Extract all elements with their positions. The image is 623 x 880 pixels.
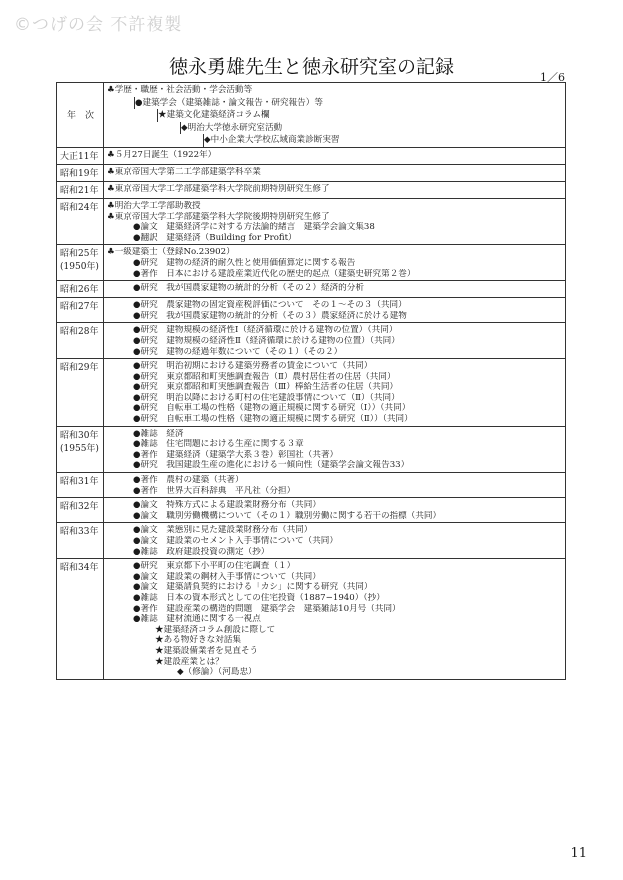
year-cell	[57, 164, 104, 181]
entries-cell	[104, 523, 566, 559]
entries-cell	[104, 426, 566, 472]
legend-line: ●建築学会（建築雑誌・論文報告・研究報告）等	[134, 97, 565, 110]
entry-line: ●雑誌 政府建設投資の測定（抄）	[133, 546, 270, 557]
entries-cell	[104, 298, 566, 323]
entries-cell	[104, 498, 566, 523]
year-cell	[57, 281, 104, 298]
entry-line: ●雑誌 日本の資本形式としての住宅投資（1887−1940）（抄）	[133, 592, 385, 603]
record-row	[57, 523, 566, 559]
entry-line: ●研究 我が国農家建物の統計的分析（その２）経済的分析	[133, 283, 364, 294]
year-label: 昭和21年	[60, 185, 99, 196]
entry-line: ●著作 建設産業の構造的問題 建築学会 建築雑誌10月号（共同）	[133, 603, 401, 614]
year-label: 昭和19年	[60, 168, 99, 179]
entry-line: ●研究 建物の経過年数について（その１）（その２）	[133, 346, 343, 357]
year-cell	[57, 426, 104, 472]
year-label: 昭和30年	[60, 430, 99, 441]
entry-line: ◆（修論）（河島忠）	[177, 667, 257, 678]
year-label: 昭和34年	[60, 563, 99, 574]
year-cell	[57, 473, 104, 498]
entry-line: ●研究 自転車工場の性格（建物の適正規模に関する研究（Ⅱ））（共同）	[133, 414, 413, 425]
entry-line: ●研究 建物規模の経済性Ⅰ（経済循環に於ける建物の位置）（共同）	[133, 325, 398, 336]
record-row	[57, 473, 566, 498]
entry-line: ●研究 建物規模の経済性Ⅱ（経済循環に於ける建物の位置）（共同）	[133, 335, 400, 346]
entry-line: ●雑誌 住宅問題における生産に関する３章	[133, 439, 304, 450]
year-label: 昭和32年	[60, 502, 99, 513]
entry-line: ★建設産業とは？	[155, 656, 224, 667]
entries-cell	[104, 164, 566, 181]
entry-line: ●翻訳 建築経済（Building for Profit）	[133, 232, 297, 243]
entry-line: ●論文 特殊方式による建設業財務分布（共同）	[133, 500, 321, 511]
year-label: 昭和26年	[60, 285, 99, 296]
entry-line: ●著作 世界大百科辞典 平凡社（分担）	[133, 485, 296, 496]
entry-line: ★ある物好きな対話集	[155, 635, 241, 646]
header-legend	[104, 83, 566, 148]
record-row	[57, 323, 566, 359]
entry-line: ●研究 東京都下小平町の住宅調査（１）	[133, 561, 296, 572]
year-cell	[57, 198, 104, 244]
year-cell	[57, 523, 104, 559]
year-label: (1950年)	[60, 262, 99, 273]
entry-line: ♣５月27日誕生（1922年）	[107, 149, 217, 160]
entries-cell	[104, 147, 566, 164]
record-row	[57, 147, 566, 164]
header-year-label: 年 次	[57, 83, 104, 148]
entry-line: ●研究 明治以降における町村の住宅建設事情について（Ⅱ）（共同）	[133, 392, 400, 403]
legend-line: ◆中小企業大学校広域商業診断実習	[203, 134, 565, 147]
year-cell	[57, 359, 104, 427]
entries-cell	[104, 359, 566, 427]
year-label: 大正11年	[60, 151, 99, 162]
year-label: (1955年)	[60, 443, 99, 454]
year-label: 昭和28年	[60, 327, 99, 338]
year-label: 昭和24年	[60, 202, 99, 213]
entry-line: ●論文 業態別に見た建設業財務分布（共同）	[133, 525, 313, 536]
entry-line: ●研究 東京都昭和町実態調査報告（Ⅲ）棒給生活者の住居（共同）	[133, 382, 399, 393]
year-cell	[57, 498, 104, 523]
record-row	[57, 559, 566, 680]
entries-cell	[104, 198, 566, 244]
record-row	[57, 245, 566, 281]
entries-cell	[104, 323, 566, 359]
year-cell	[57, 298, 104, 323]
entries-cell	[104, 245, 566, 281]
record-row	[57, 359, 566, 427]
year-cell	[57, 147, 104, 164]
header-row	[57, 83, 566, 148]
entry-line: ♣明治大学工学部助教授	[107, 200, 201, 211]
entries-cell	[104, 281, 566, 298]
entry-line: ♣東京帝国大学第二工学部建築学科卒業	[107, 166, 261, 177]
entry-line: ●研究 我国建設生産の進化における一傾向性（建築学会論文報告33）	[133, 460, 410, 471]
record-row	[57, 498, 566, 523]
legend-line: ◆明治大学徳永研究室活動	[180, 122, 565, 135]
entry-line: ●研究 明治初期における建築労務者の賃金について（共同）	[133, 361, 373, 372]
year-label: 昭和33年	[60, 527, 99, 538]
entry-line: ●研究 我が国農家建物の統計的分析（その３）農家経済に於ける建物	[133, 310, 407, 321]
record-row	[57, 426, 566, 472]
legend-line: ♣学歴・職歴・社会活動・学会活動等	[107, 85, 253, 95]
entry-line: ♣一級建築士（登録No.23902）	[107, 247, 235, 258]
entry-line: ♣東京帝国大学工学部建築学科大学院後期特別研究生修了	[107, 211, 330, 222]
entry-line: ♣東京帝国大学工学部建築学科大学院前期特別研究生修了	[107, 183, 330, 194]
year-cell	[57, 323, 104, 359]
entries-cell	[104, 181, 566, 198]
year-label: 昭和27年	[60, 302, 99, 313]
entry-line: ●著作 農村の建築（共著）	[133, 475, 244, 486]
entry-line: ★建築設備業者を見直そう	[155, 645, 259, 656]
year-label: 昭和31年	[60, 477, 99, 488]
year-label: 昭和25年	[60, 249, 99, 260]
entry-line: ●研究 建物の経済的耐久性と使用価値算定に関する報告	[133, 257, 356, 268]
record-row	[57, 281, 566, 298]
record-row	[57, 181, 566, 198]
entry-line: ★建築経済コラム創設に際して	[155, 624, 276, 635]
page-number: 11	[570, 846, 587, 861]
page-title: 徳永勇雄先生と徳永研究室の記録	[168, 56, 454, 78]
page-indicator: 1／6	[540, 71, 565, 84]
entry-line: ●著作 建築経済（建築学大系３巻）彰国社（共著）	[133, 449, 339, 460]
entries-cell	[104, 559, 566, 680]
watermark: ©つげの会 不許複製	[14, 15, 183, 35]
entry-line: ●研究 東京都昭和町実態調査報告（Ⅱ）農村居住者の住居（共同）	[133, 371, 396, 382]
record-row	[57, 198, 566, 244]
entry-line: ●論文 建設業の鋼材入手事情について（共同）	[133, 571, 321, 582]
record-row	[57, 298, 566, 323]
entry-line: ●研究 自転車工場の性格（建物の適正規模に関する研究（Ⅰ））（共同）	[133, 403, 411, 414]
entry-line: ●雑誌 建材流通に関する一視点	[133, 614, 261, 625]
entry-line: ●研究 農家建物の固定資産税評価について その１〜その３（共同）	[133, 300, 407, 311]
entries-cell	[104, 473, 566, 498]
entry-line: ●論文 建設業のセメント入手事情について（共同）	[133, 536, 338, 546]
year-cell	[57, 245, 104, 281]
entry-line: ●論文 建築請負契約における「カシ」に関する研究（共同）	[133, 582, 373, 593]
legend-line: ★建築文化建築経済コラム欄	[157, 109, 565, 122]
year-cell	[57, 181, 104, 198]
entry-line: ●著作 日本における建設産業近代化の歴史的起点（建築史研究第２巻）	[133, 268, 416, 279]
entry-line: ●論文 職別労働機構について（その１）職別労働に関する若干の指標（共同）	[133, 510, 442, 521]
year-cell	[57, 559, 104, 680]
entry-line: ●雑誌 経済	[133, 428, 184, 439]
entry-line: ●論文 建築経済学に対する方法論的緒言 建築学会論文集38	[133, 222, 375, 233]
record-table	[56, 82, 566, 680]
record-row	[57, 164, 566, 181]
year-label: 昭和29年	[60, 363, 99, 374]
